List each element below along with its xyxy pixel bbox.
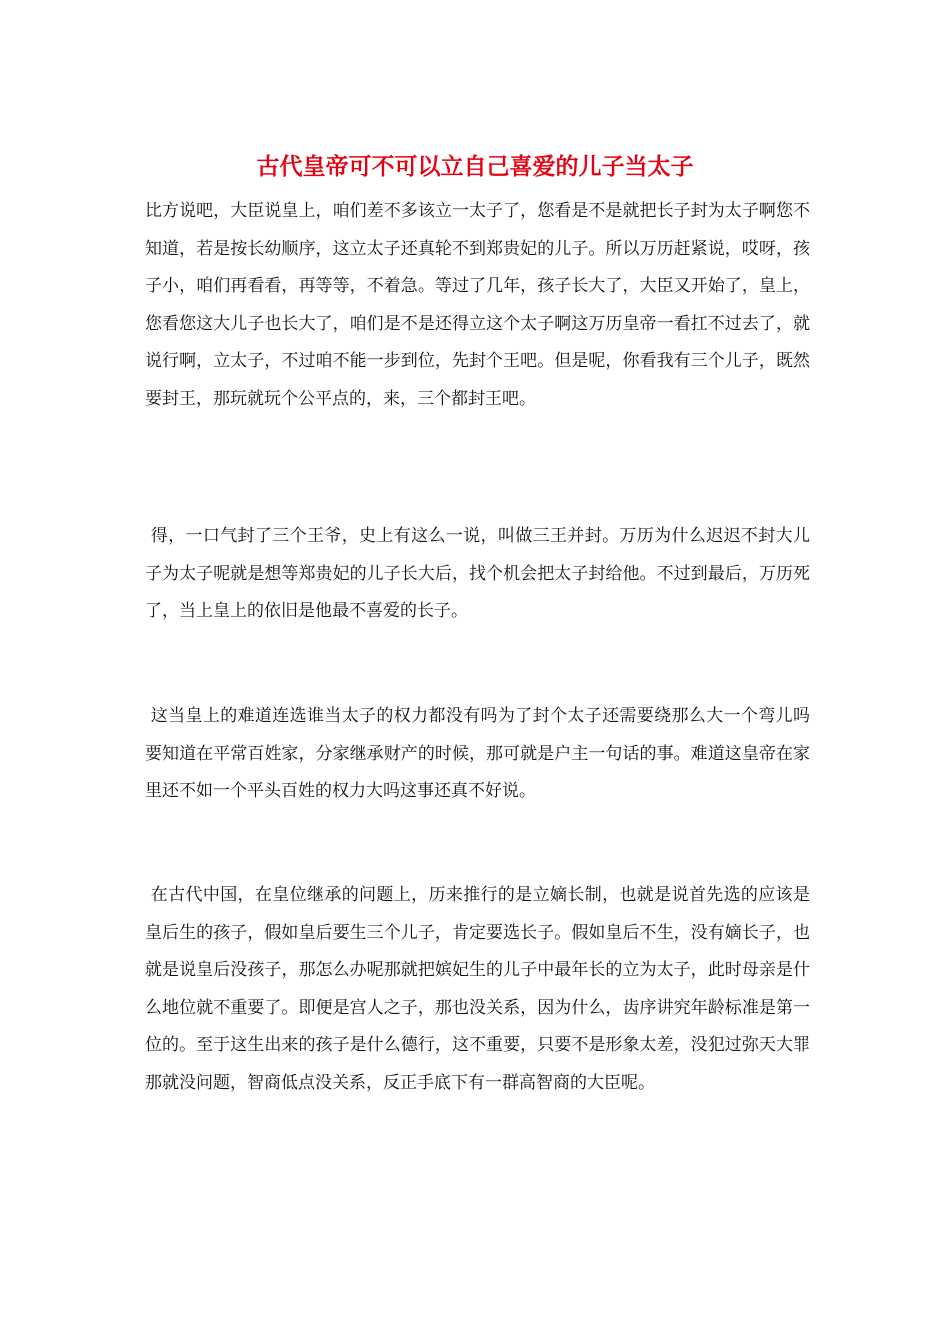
- paragraph-3: 这当皇上的难道连选谁当太子的权力都没有吗为了封个太子还需要绕那么大一个弯儿吗要知道在平常百姓家，分家继承财产的时候，那可就是户主一句话的事。难道这皇帝在家里还不如一个平头百姓的权力大吗这事还真不好说。: [145, 706, 810, 801]
- paragraph-4: 在古代中国，在皇位继承的问题上，历来推行的是立嫡长制，也就是说首先选的应该是皇后生的孩子，假如皇后要生三个儿子，肯定要选长子。假如皇后不生，没有嫡长子，也就是说皇后没孩子，那怎么办呢那就把嫔妃生的儿子中最年长的立为太子，此时母亲是什么地位就不重要了。即便是宫人之子，那也没关系，因为什么，齿序讲究年龄标准是第一位的。至于这生出来的孩子是什么德行，这不重要，只要不是形象太差，没犯过弥天大罪那就没问题，智商低点没关系，反正手底下有一群高智商的大臣呢。: [145, 885, 810, 1093]
- document-title: 古代皇帝可不可以立自己喜爱的儿子当太子: [256, 154, 694, 180]
- paragraph-2: 得，一口气封了三个王爷，史上有这么一说，叫做三王并封。万历为什么迟迟不封大儿子为太子呢就是想等郑贵妃的儿子长大后，找个机会把太子封给他。不过到最后，万历死了，当上皇上的依旧是他最不喜爱的长子。: [145, 526, 810, 621]
- paragraph-1: 比方说吧，大臣说皇上，咱们差不多该立一太子了，您看是不是就把长子封为太子啊您不知道，若是按长幼顺序，这立太子还真轮不到郑贵妃的儿子。所以万历赶紧说，哎呀，孩子小，咱们再看看，再等等，不着急。等过了几年，孩子长大了，大臣又开始了，皇上，您看您这大儿子也长大了，咱们是不是还得立这个太子啊这万历皇帝一看扛不过去了，就说行啊，立太子，不过咱不能一步到位，先封个王吧。但是呢，你看我有三个儿子，既然要封王，那玩就玩个公平点的，来，三个都封王吧。: [145, 201, 810, 409]
